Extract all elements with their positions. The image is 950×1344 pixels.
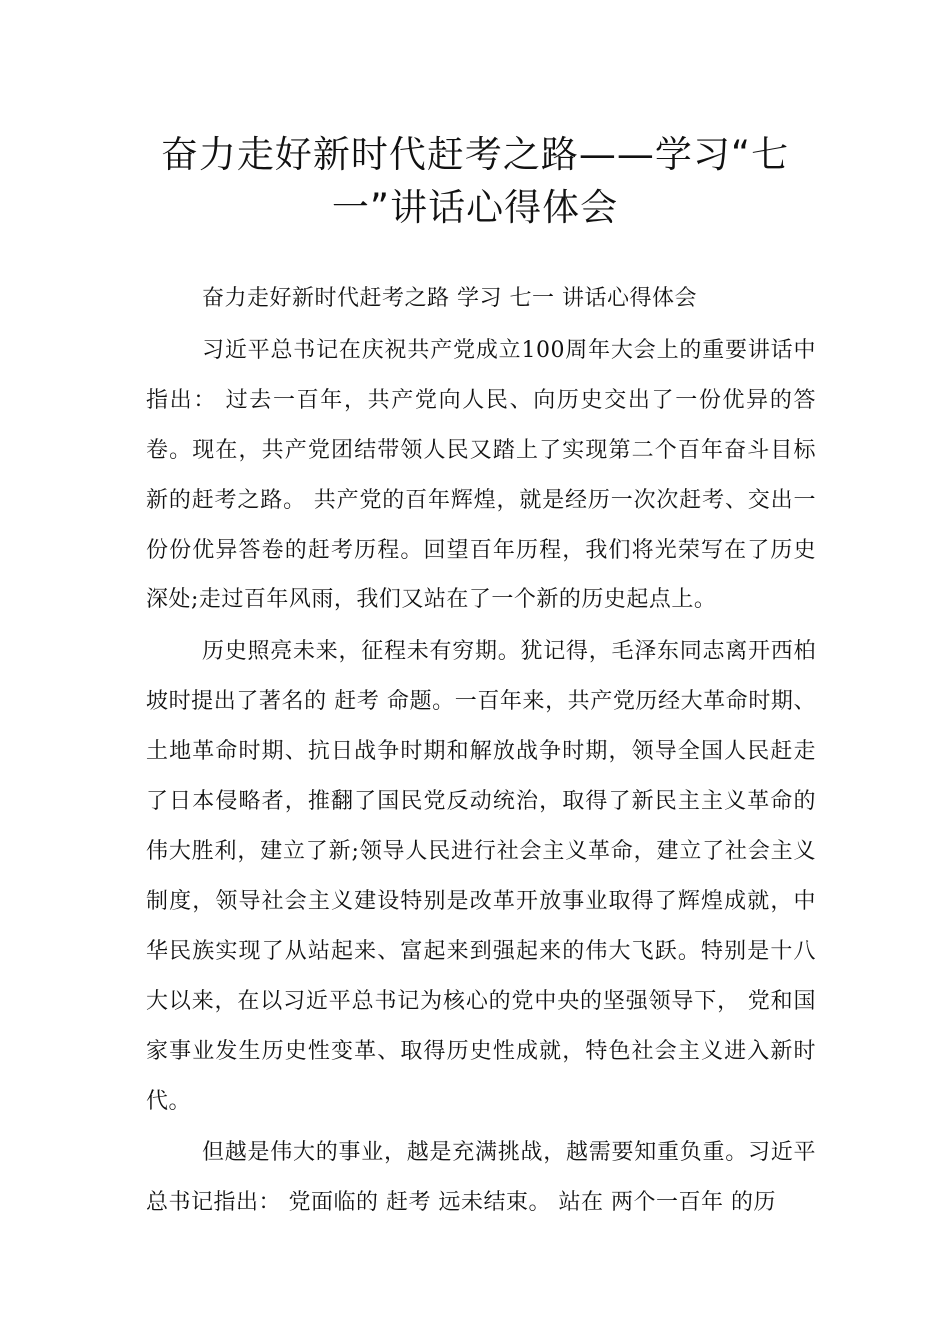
paragraph-subtitle: 奋力走好新时代赶考之路 学习 七一 讲话心得体会	[202, 286, 697, 311]
document-body	[146, 274, 816, 1230]
paragraph-1: 习近平总书记在庆祝共产党成立100周年大会上的重要讲话中指出： 过去一百年，共产党向人民、向历史交出了一份优异的答卷。现在，共产党团结带领人民又踏上了实现第二个百年奋斗目标新的赶考之路。 共产党的百年辉煌，就是经历一次次赶考、交出一份份优异答卷的赶考历程。回望百年历程，我们将光荣写在了历史深处;走过百年风雨，我们又站在了一个新的历史起点上。	[146, 337, 816, 613]
title-line-2: 一”讲话心得体会	[331, 186, 619, 229]
document-title	[120, 128, 830, 234]
paragraph-2: 历史照亮未来，征程未有穷期。犹记得，毛泽东同志离开西柏坡时提出了著名的 赶考 命题。一百年来，共产党历经大革命时期、土地革命时期、抗日战争时期和解放战争时期，领导全国人民赶走了日本侵略者，推翻了国民党反动统治，取得了新民主主义革命的伟大胜利，建立了新;领导人民进行社会主义革命，建立了社会主义制度，领导社会主义建设特别是改革开放事业取得了辉煌成就，中华民族实现了从站起来、富起来到强起来的伟大飞跃。特别是十八大以来，在以习近平总书记为核心的党中央的坚强领导下， 党和国家事业发生历史性变革、取得历史性成就，特色社会主义进入新时代。	[146, 639, 816, 1114]
title-line-1: 奋力走好新时代赶考之路——学习“七	[160, 133, 790, 176]
paragraph-3: 但越是伟大的事业，越是充满挑战，越需要知重负重。习近平总书记指出： 党面临的 赶考 远未结束。 站在 两个一百年 的历	[146, 1140, 816, 1216]
